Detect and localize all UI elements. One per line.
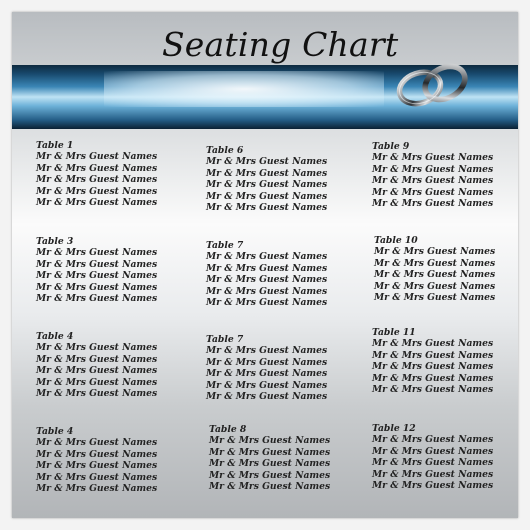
table-label: Table 1 [36, 140, 74, 151]
guest-name: Mr & Mrs Guest Names [209, 435, 331, 446]
table-block [374, 235, 518, 304]
guest-name: Mr & Mrs Guest Names [372, 175, 494, 187]
guest-name: Mr & Mrs Guest Names [36, 376, 158, 388]
guest-name: Mr & Mrs Guest Names [374, 292, 496, 304]
guest-name: Mr & Mrs Guest Names [36, 185, 158, 197]
guest-name: Mr & Mrs Guest Names [206, 368, 328, 380]
table-label: Table 12 [372, 423, 416, 434]
guest-name: Mr & Mrs Guest Names [372, 445, 494, 457]
guest-name: Mr & Mrs Guest Names [206, 379, 328, 391]
guest-name: Mr & Mrs Guest Names [206, 345, 328, 356]
guest-name: Mr & Mrs Guest Names [36, 342, 158, 353]
table-block [372, 327, 518, 396]
guest-name: Mr & Mrs Guest Names [372, 163, 494, 175]
guest-name: Mr & Mrs Guest Names [36, 151, 158, 162]
guest-name: Mr & Mrs Guest Names [209, 446, 331, 458]
guest-name: Mr & Mrs Guest Names [374, 280, 496, 292]
guest-name: Mr & Mrs Guest Names [36, 471, 158, 483]
guest-name: Mr & Mrs Guest Names [372, 480, 494, 492]
table-label: Table 4 [36, 426, 74, 437]
table-block [209, 424, 359, 493]
guest-name: Mr & Mrs Guest Names [206, 274, 328, 286]
guest-name: Mr & Mrs Guest Names [36, 270, 158, 282]
guest-name: Mr & Mrs Guest Names [374, 269, 496, 281]
guest-name: Mr & Mrs Guest Names [36, 365, 158, 377]
guest-name: Mr & Mrs Guest Names [206, 297, 328, 309]
table-block [206, 240, 356, 309]
guest-name: Mr & Mrs Guest Names [36, 388, 158, 400]
guest-name: Mr & Mrs Guest Names [372, 457, 494, 469]
guest-name: Mr & Mrs Guest Names [209, 458, 331, 470]
guest-name: Mr & Mrs Guest Names [206, 251, 328, 262]
table-block [206, 145, 356, 214]
table-block [36, 426, 186, 495]
seating-grid [36, 140, 506, 506]
guest-name: Mr & Mrs Guest Names [36, 197, 158, 209]
guest-name: Mr & Mrs Guest Names [206, 356, 328, 368]
table-label: Table 11 [372, 327, 416, 338]
guest-name: Mr & Mrs Guest Names [372, 384, 494, 396]
guest-name: Mr & Mrs Guest Names [372, 198, 494, 210]
guest-name: Mr & Mrs Guest Names [206, 179, 328, 191]
guest-name: Mr & Mrs Guest Names [206, 285, 328, 297]
guest-name: Mr & Mrs Guest Names [374, 257, 496, 269]
table-label: Table 6 [206, 145, 244, 156]
guest-name: Mr & Mrs Guest Names [206, 262, 328, 274]
table-block [372, 423, 518, 492]
guest-name: Mr & Mrs Guest Names [36, 247, 158, 258]
guest-name: Mr & Mrs Guest Names [36, 174, 158, 186]
guest-name: Mr & Mrs Guest Names [372, 372, 494, 384]
guest-name: Mr & Mrs Guest Names [206, 190, 328, 202]
guest-name: Mr & Mrs Guest Names [372, 361, 494, 373]
guest-name: Mr & Mrs Guest Names [372, 468, 494, 480]
guest-name: Mr & Mrs Guest Names [372, 349, 494, 361]
seating-chart-poster [12, 12, 518, 518]
guest-name: Mr & Mrs Guest Names [206, 391, 328, 403]
guest-name: Mr & Mrs Guest Names [36, 460, 158, 472]
guest-name: Mr & Mrs Guest Names [206, 202, 328, 214]
guest-name: Mr & Mrs Guest Names [372, 152, 494, 163]
table-block [372, 141, 518, 210]
guest-name: Mr & Mrs Guest Names [372, 434, 494, 445]
guest-name: Mr & Mrs Guest Names [36, 162, 158, 174]
table-label: Table 3 [36, 236, 74, 247]
table-label: Table 7 [206, 334, 244, 345]
guest-name: Mr & Mrs Guest Names [36, 281, 158, 293]
guest-name: Mr & Mrs Guest Names [206, 156, 328, 167]
table-block [36, 140, 186, 209]
table-label: Table 10 [374, 235, 418, 246]
table-block [36, 331, 186, 400]
guest-name: Mr & Mrs Guest Names [36, 448, 158, 460]
title-highlight [104, 71, 384, 107]
guest-name: Mr & Mrs Guest Names [209, 481, 331, 493]
table-block [206, 334, 356, 403]
table-label: Table 8 [209, 424, 247, 435]
table-label: Table 9 [372, 141, 410, 152]
guest-name: Mr & Mrs Guest Names [372, 186, 494, 198]
wedding-rings-icon [390, 54, 476, 114]
poster-title: Seating Chart [162, 25, 399, 64]
guest-name: Mr & Mrs Guest Names [36, 437, 158, 448]
guest-name: Mr & Mrs Guest Names [36, 483, 158, 495]
guest-name: Mr & Mrs Guest Names [372, 338, 494, 349]
table-label: Table 7 [206, 240, 244, 251]
table-block [36, 236, 186, 305]
guest-name: Mr & Mrs Guest Names [374, 246, 496, 257]
guest-name: Mr & Mrs Guest Names [36, 353, 158, 365]
guest-name: Mr & Mrs Guest Names [36, 293, 158, 305]
table-label: Table 4 [36, 331, 74, 342]
guest-name: Mr & Mrs Guest Names [206, 167, 328, 179]
guest-name: Mr & Mrs Guest Names [36, 258, 158, 270]
guest-name: Mr & Mrs Guest Names [209, 469, 331, 481]
